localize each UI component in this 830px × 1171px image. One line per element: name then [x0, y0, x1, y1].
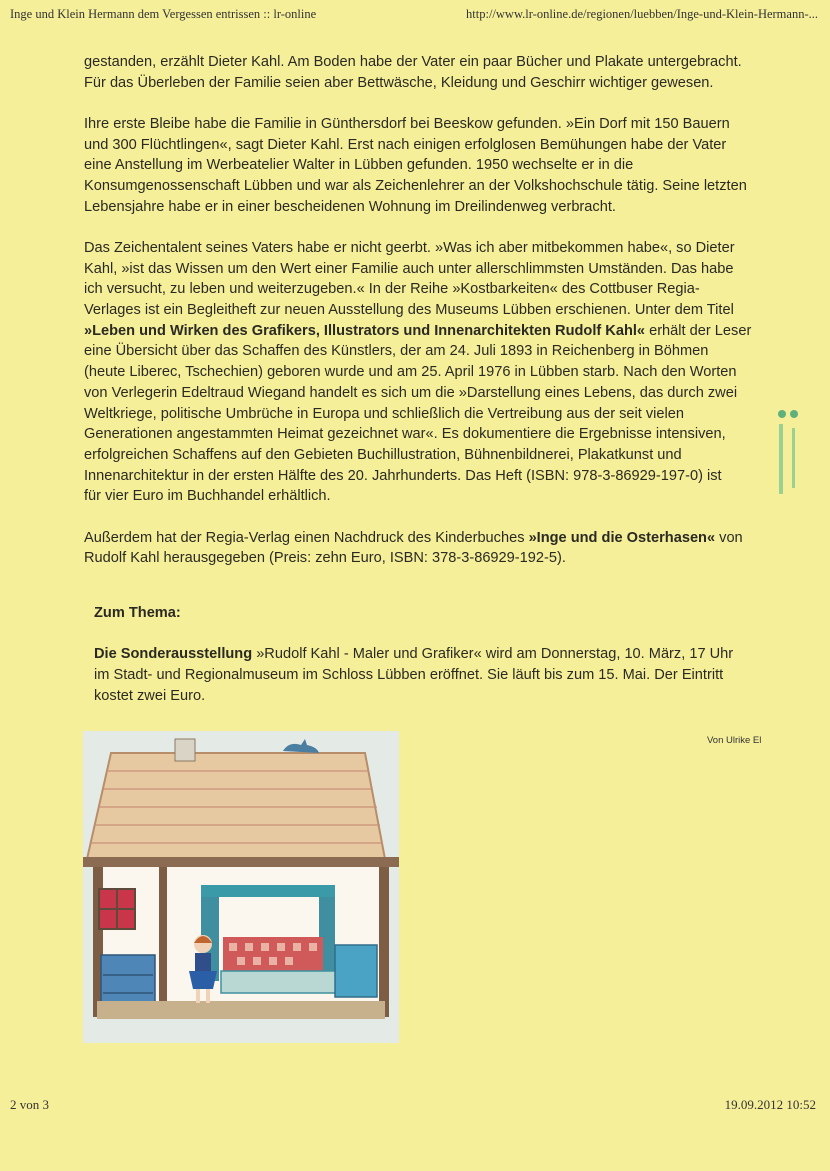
text-line: im Stadt- und Regionalmuseum im Schloss Lübben eröffnet. Sie läuft bis zum 15. Mai. Der Eintritt: [94, 667, 724, 683]
page-url: http://www.lr-online.de/regionen/luebben/Inge-und-Klein-Hermann-...: [466, 7, 818, 21]
page-number: 2 von 3: [10, 1097, 49, 1112]
green-marks: [770, 408, 802, 498]
text-line: Das Zeichentalent seines Vaters habe er nicht geerbt. »Was ich aber mitbekommen habe«, so Dieter: [84, 239, 735, 256]
paragraph-2: [84, 114, 765, 218]
topic-heading: Zum Thema:: [94, 605, 181, 621]
text-line: Innenarchitektur in der ersten Hälfte des 20. Jahrhunderts. Das Heft (ISBN: 978-3-86929-197-0) ist: [84, 467, 722, 484]
text-line: kostet zwei Euro.: [94, 688, 206, 704]
print-datetime: 19.09.2012 10:52: [724, 1097, 816, 1112]
text-line: Rudolf Kahl herausgegeben (Preis: zehn Euro, ISBN: 378-3-86929-192-5).: [84, 550, 566, 567]
text-line: Die Sonderausstellung »Rudolf Kahl - Maler und Grafiker« wird am Donnerstag, 10. März, 17 Uhr: [94, 646, 734, 662]
text-line: (heute Liberec, Tschechien) geboren wurde und am 25. April 1976 in Lübben starb. Nach den Worten: [84, 364, 737, 381]
text-line: eine Anstellung im Werbeatelier Walter in Lübben gefunden. 1950 wechselte er in die: [84, 157, 634, 174]
text-line: Lebensjahre habe er in einer bescheidenen Wohnung im Dreilindenweg verbracht.: [84, 198, 616, 215]
paragraph-3: [84, 238, 765, 507]
page-title: Inge und Klein Hermann dem Vergessen entrissen :: lr-online: [10, 7, 317, 21]
print-header: [10, 7, 818, 22]
house-illustration: [83, 731, 399, 1043]
illustration-svg: [83, 731, 399, 1043]
paragraph-1: [84, 52, 765, 93]
text-line: von Verlegerin Edeltraud Wiegand handelt es sich um die »Darstellung eines Lebens, das durch zwei: [84, 384, 738, 401]
text-line: »Leben und Wirken des Grafikers, Illustrators und Innenarchitekten Rudolf Kahl« erhält der Leser: [84, 322, 752, 339]
text-line: Generationen angestammten Heimat gezeichnet war«. Es dokumentiere die Ergebnisse intensiven,: [84, 426, 726, 443]
text-line: Außerdem hat der Regia-Verlag einen Nachdruck des Kinderbuches »Inge und die Osterhasen« von: [84, 529, 743, 546]
text-line: für vier Euro im Buchhandel erhältlich.: [84, 488, 331, 505]
text-line: erfolgreichen Schaffens auf den Gebieten Buchillustration, Bühnenbildnerei, Plakatkunst und: [84, 446, 682, 463]
topic-box: [94, 603, 766, 707]
exhibition-label: Die Sonderausstellung: [94, 646, 253, 662]
text-line: ich versucht, zu leben und weiterzugeben.« In der Reihe »Kostbarkeiten« des Cottbuser Regia-: [84, 281, 700, 298]
author-byline: Von Ulrike El: [707, 735, 762, 746]
topic-text: [94, 644, 766, 707]
text-line: Für das Überleben der Familie seien aber Bettwäsche, Kleidung und Geschirr wichtiger gewesen.: [84, 74, 714, 91]
text-line: Ihre erste Bleibe habe die Familie in Günthersdorf bei Beeskow gefunden. »Ein Dorf mit 150 Bauern: [84, 115, 730, 132]
text-line: Kahl, »ist das Wissen um den Wert einer Familie auch unter allerschlimmsten Umständen. Das habe: [84, 260, 734, 277]
text-line: Verlages ist ein Begleitheft zur neuen Ausstellung des Museums Lübben erschienen. Unter dem Titel: [84, 302, 734, 319]
paragraph-4: [84, 528, 765, 569]
book-title: »Inge und die Osterhasen«: [528, 529, 716, 546]
booklet-title: »Leben und Wirken des Grafikers, Illustrators und Innenarchitekten Rudolf Kahl«: [84, 322, 646, 339]
text-line: und 300 Flüchtlingen«, sagt Dieter Kahl. Erst nach einigen erfolglosen Bemühungen habe der Vater: [84, 136, 727, 153]
text-line: Weltkriege, politische Umbrüche in Europa und schließlich die Vertreibung aus der seit vielen: [84, 405, 685, 422]
text-line: Konsumgenossenschaft Lübben und war als Zeichenlehrer an der Volkshochschule tätig. Seine letzten: [84, 178, 747, 195]
print-footer: [10, 1097, 816, 1113]
article-body: [84, 52, 765, 589]
text-line: gestanden, erzählt Dieter Kahl. Am Boden habe der Vater ein paar Bücher und Plakate untergebracht.: [84, 54, 742, 70]
text-line: eine Übersicht über das Schaffen des Künstlers, der am 24. Juli 1893 in Reichenberg in Böhmen: [84, 343, 709, 360]
